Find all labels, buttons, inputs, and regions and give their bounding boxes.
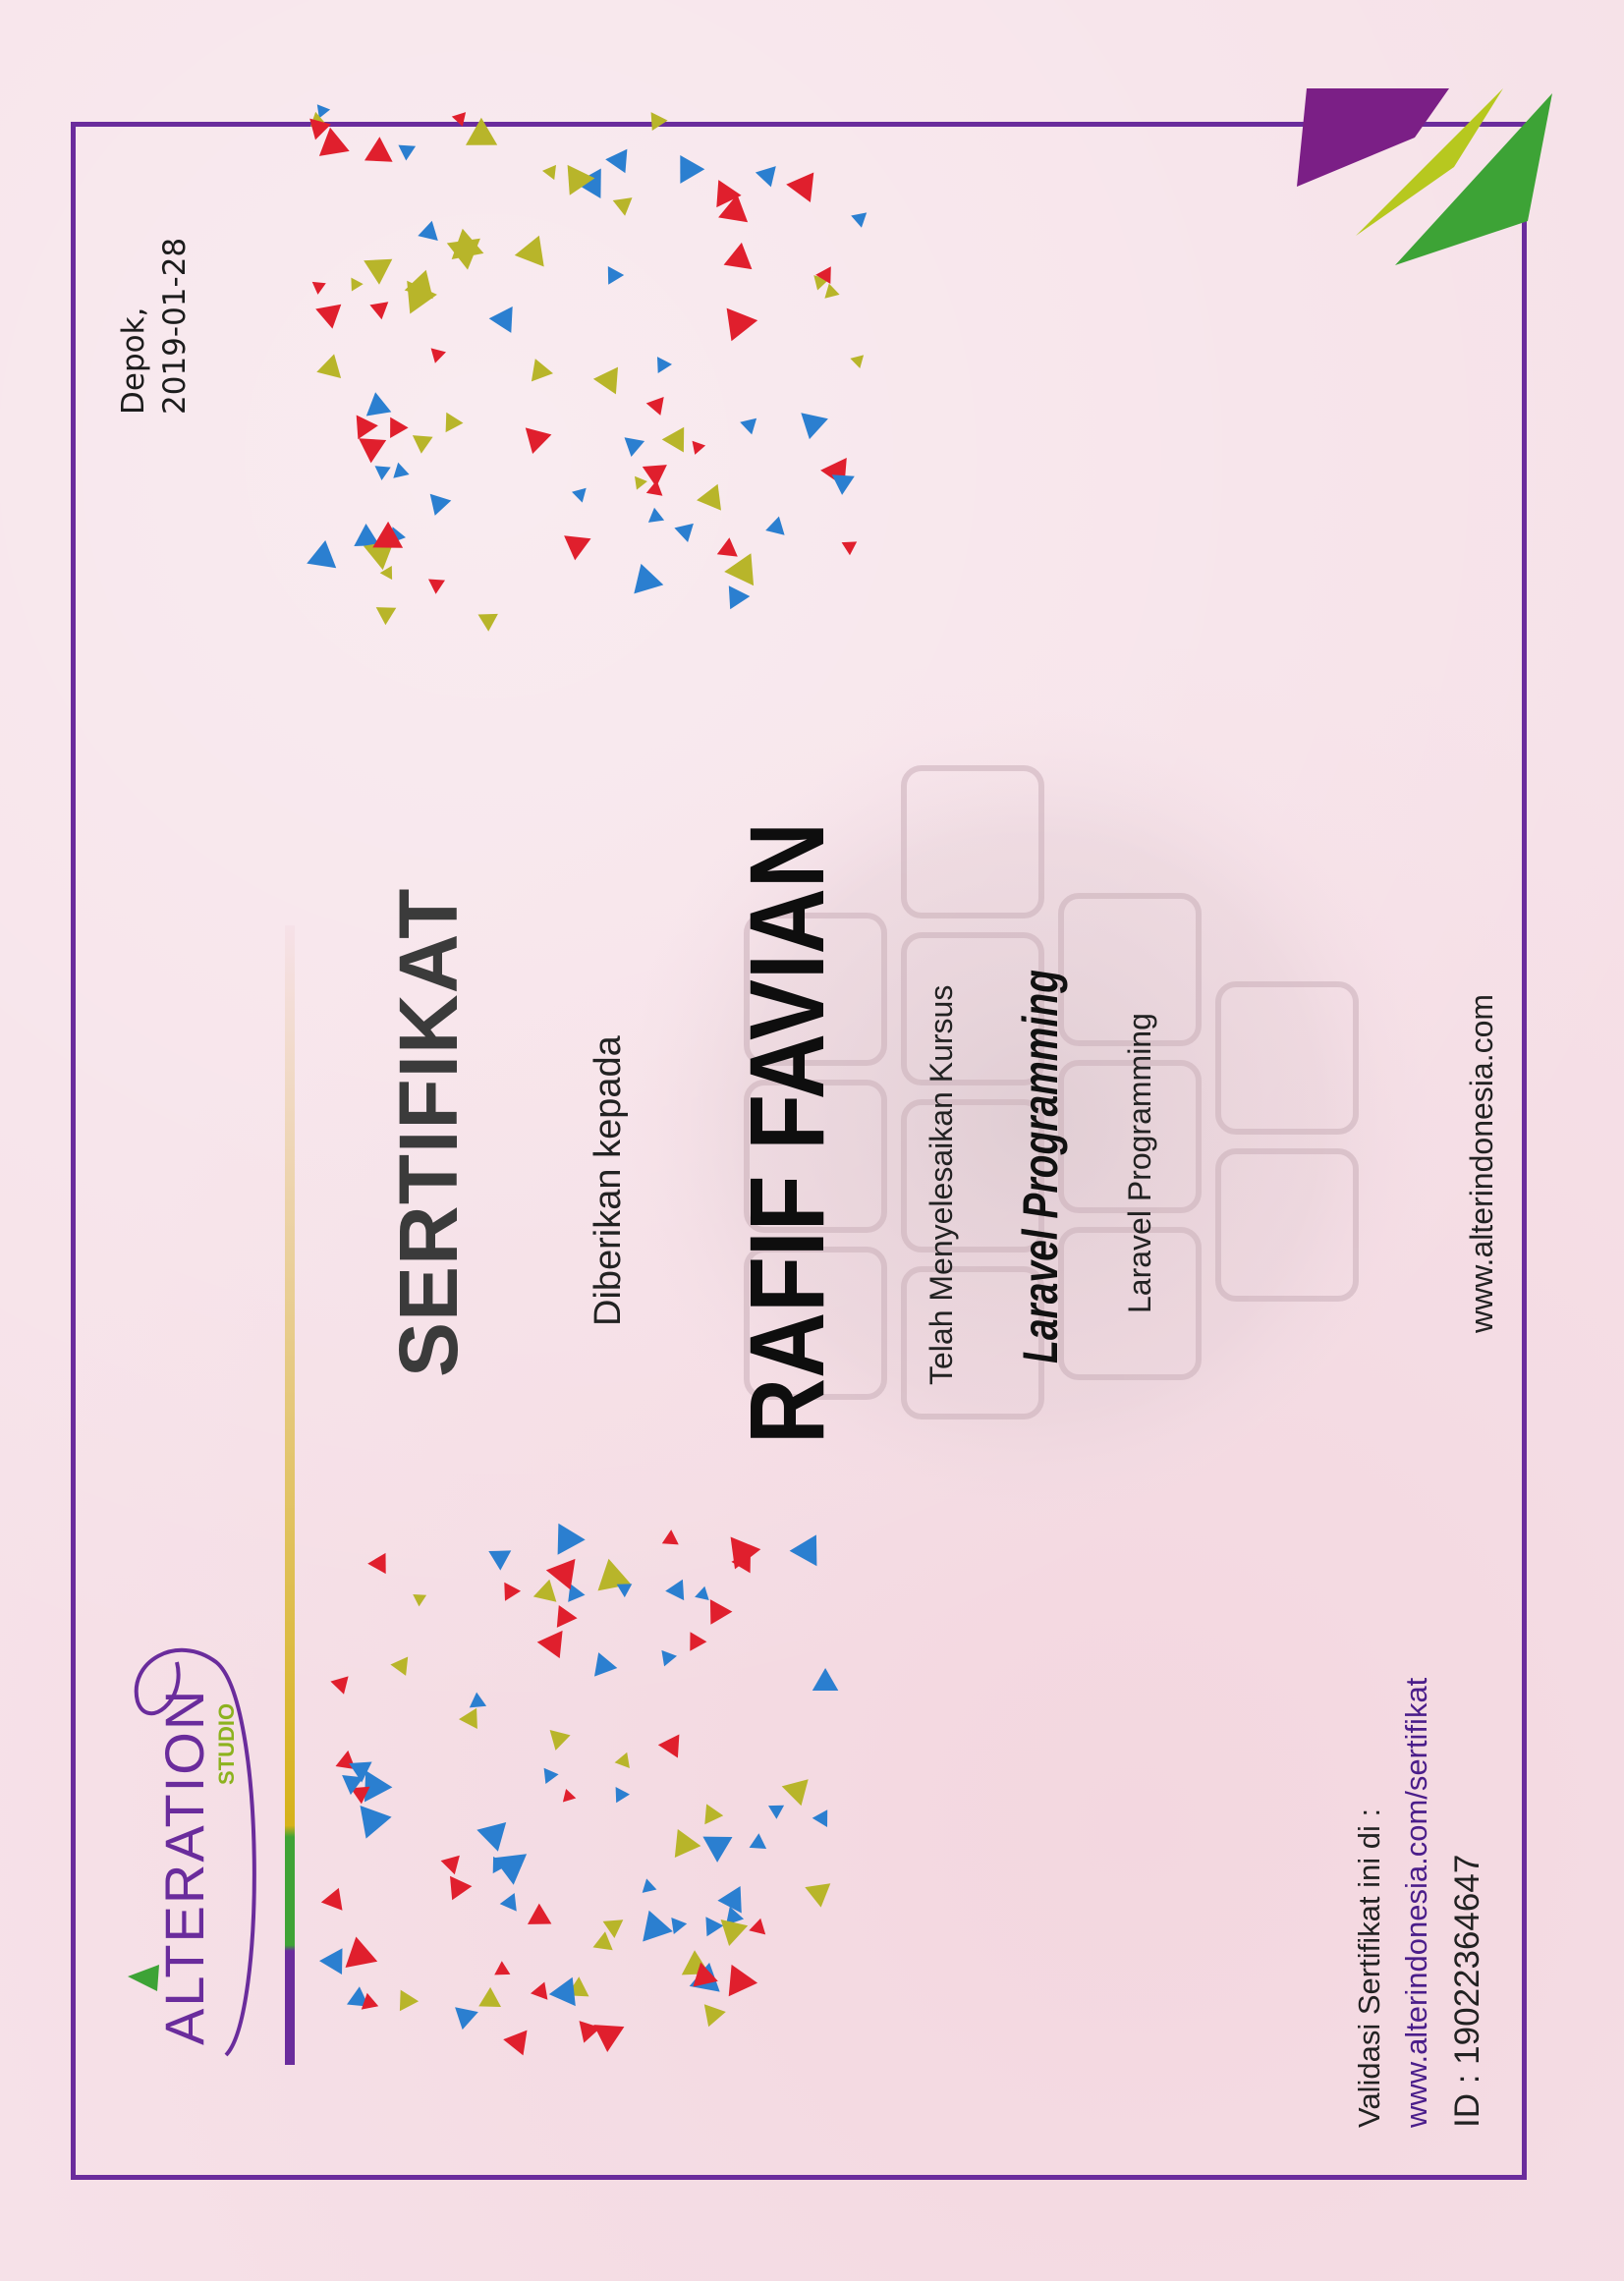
recipient-name: RAFIF FAVIAN [727,822,846,1444]
confetti-triangle [625,437,645,457]
confetti-triangle [504,1583,521,1601]
confetti-triangle [413,1594,426,1606]
confetti-triangle [842,541,858,555]
confetti-triangle [537,1631,563,1658]
issue-date: 2019-01-28 [157,237,193,415]
confetti-triangle [851,212,867,227]
confetti-triangle [824,284,839,299]
confetti-triangle [478,1987,501,2007]
confetti-triangle [671,1918,687,1934]
confetti-triangle [330,1676,348,1694]
logo-underline-bar [285,925,295,2065]
course-name: Laravel Programming [1122,1013,1157,1313]
confetti-triangle [662,427,685,453]
confetti-triangle [446,413,464,432]
confetti-triangle [648,508,664,523]
confetti-triangle [697,484,721,511]
confetti-triangle [307,540,336,568]
confetti-triangle [634,564,663,594]
date-city: Depok, [116,306,151,415]
confetti-triangle [361,1806,392,1839]
confetti-triangle [359,438,386,463]
confetti-triangle [665,1580,684,1600]
confetti-triangle [615,1752,630,1768]
confetti-triangle [680,155,704,184]
confetti-triangle [643,1911,673,1942]
confetti-triangle [455,2007,478,2030]
confetti-triangle [393,463,409,478]
confetti-triangle [528,1904,551,1924]
confetti-triangle [390,417,409,438]
confetti-triangle [430,494,452,516]
confetti-triangle [452,112,466,127]
confetti-triangle [765,517,784,535]
confetti-triangle [400,1990,419,2012]
confetti-triangle [729,1965,757,1996]
confetti-triangle [494,1961,510,1975]
confetti-triangle [616,1787,630,1803]
confetti-triangle [319,1948,343,1975]
confetti-triangle [398,145,416,161]
confetti-triangle [413,435,433,454]
confetti-triangle [428,580,445,594]
confetti-triangle [364,259,392,285]
confetti-triangle [532,359,553,381]
confetti-triangle [727,308,758,342]
confetti-triangle [376,607,397,625]
confetti-triangle [564,535,590,560]
confetti-triangle [367,1553,386,1574]
confetti-triangle [321,1888,343,1911]
given-to-label: Diberikan kepada [588,1035,629,1326]
confetti-triangle [563,1789,576,1803]
confetti-triangle [466,118,497,145]
confetti-triangle [364,137,393,161]
confetti-triangle [593,367,618,395]
confetti-triangle [431,348,446,362]
confetti-triangle [704,1804,723,1824]
confetti-triangle [658,1735,680,1758]
confetti-triangle [724,243,753,269]
confetti-triangle [351,278,363,292]
confetti-triangle [593,1931,613,1950]
course-name-bold: Laravel Programming [1013,970,1068,1363]
confetti-triangle [724,553,754,585]
website: www.alterindonesia.com [1464,993,1499,1333]
confetti-triangle [488,1550,511,1570]
confetti-triangle [572,488,587,503]
confetti-triangle [613,197,633,216]
confetti-triangle [316,354,341,378]
confetti-triangle [544,1768,559,1784]
validation-url: www.alterindonesia.com/sertifikat [1399,1677,1433,2128]
confetti-triangle [549,1977,576,2006]
confetti-triangle [390,1657,408,1676]
confetti-triangle [357,416,378,440]
confetti-triangle [531,1982,547,2000]
confetti-triangle [661,1650,677,1667]
confetti-triangle [542,165,556,180]
confetti-triangle [643,1878,657,1893]
confetti-triangle [674,524,694,542]
confetti-triangle [812,1809,828,1827]
confetti-triangle [805,1883,830,1907]
certificate-id: ID : 19022364647 [1448,1854,1486,2128]
confetti-triangle [702,1837,732,1863]
confetti-triangle [608,266,624,285]
confetti-triangle [662,1530,679,1544]
confetti-triangle [550,1730,571,1751]
certificate-title: SERTIFIKAT [382,887,475,1377]
completed-label: Telah Menyelesaikan Kursus [924,984,959,1385]
confetti-triangle [749,1919,765,1935]
confetti-triangle [801,413,828,439]
confetti-triangle [605,149,627,174]
confetti-triangle [750,1833,767,1849]
confetti-triangle [790,1534,817,1566]
confetti-triangle [500,1893,517,1912]
confetti-triangle [594,1652,617,1677]
validation-label: Validasi Sertifikat ini di : [1352,1808,1386,2128]
confetti-triangle [690,1632,706,1651]
confetti-triangle [375,466,391,480]
confetti-triangle [418,221,438,241]
confetti-triangle [557,1605,578,1628]
confetti-triangle [441,1856,460,1874]
confetti-triangle [366,392,392,416]
confetti-triangle [450,1876,472,1901]
confetti-triangle [315,305,341,329]
confetti-triangle [364,1770,392,1802]
confetti-triangle [768,1806,784,1819]
confetti-triangle [740,418,756,435]
confetti-triangle [478,614,498,632]
confetti-triangle [729,585,751,609]
confetti-triangle [657,357,672,373]
confetti-triangle [646,397,664,416]
confetti-triangle [704,2004,726,2027]
confetti-triangle [470,1693,486,1708]
confetti-triangle [675,1829,701,1858]
confetti-triangle [558,1524,586,1555]
confetti-triangle [635,476,647,490]
confetti-triangle [459,1708,477,1729]
confetti-triangle [319,128,350,156]
confetti-triangle [710,1599,733,1625]
confetti-triangle [489,306,513,333]
confetti-triangle [756,166,776,187]
confetti-triangle [526,427,552,454]
confetti-triangle [717,537,738,556]
confetti-triangle [503,2031,527,2056]
confetti-triangle [651,112,668,131]
confetti-triangle [721,1919,749,1946]
logo-name: ALTERATION [153,1688,215,2045]
confetti-triangle [312,282,326,295]
confetti-triangle [515,236,544,267]
logo-sub: STUDIO [214,1702,239,1785]
confetti-triangle [476,1822,506,1852]
confetti-triangle [786,173,813,203]
confetti-triangle [782,1779,809,1806]
confetti-triangle [533,1580,557,1602]
confetti-triangle [617,1584,633,1597]
confetti-triangle [369,302,388,319]
confetti-triangle [695,1586,709,1600]
confetti-triangle [693,441,706,455]
confetti-triangle [832,474,855,495]
confetti-triangle [850,355,864,368]
confetti-triangle [346,1937,378,1969]
confetti-triangle [812,1668,839,1691]
